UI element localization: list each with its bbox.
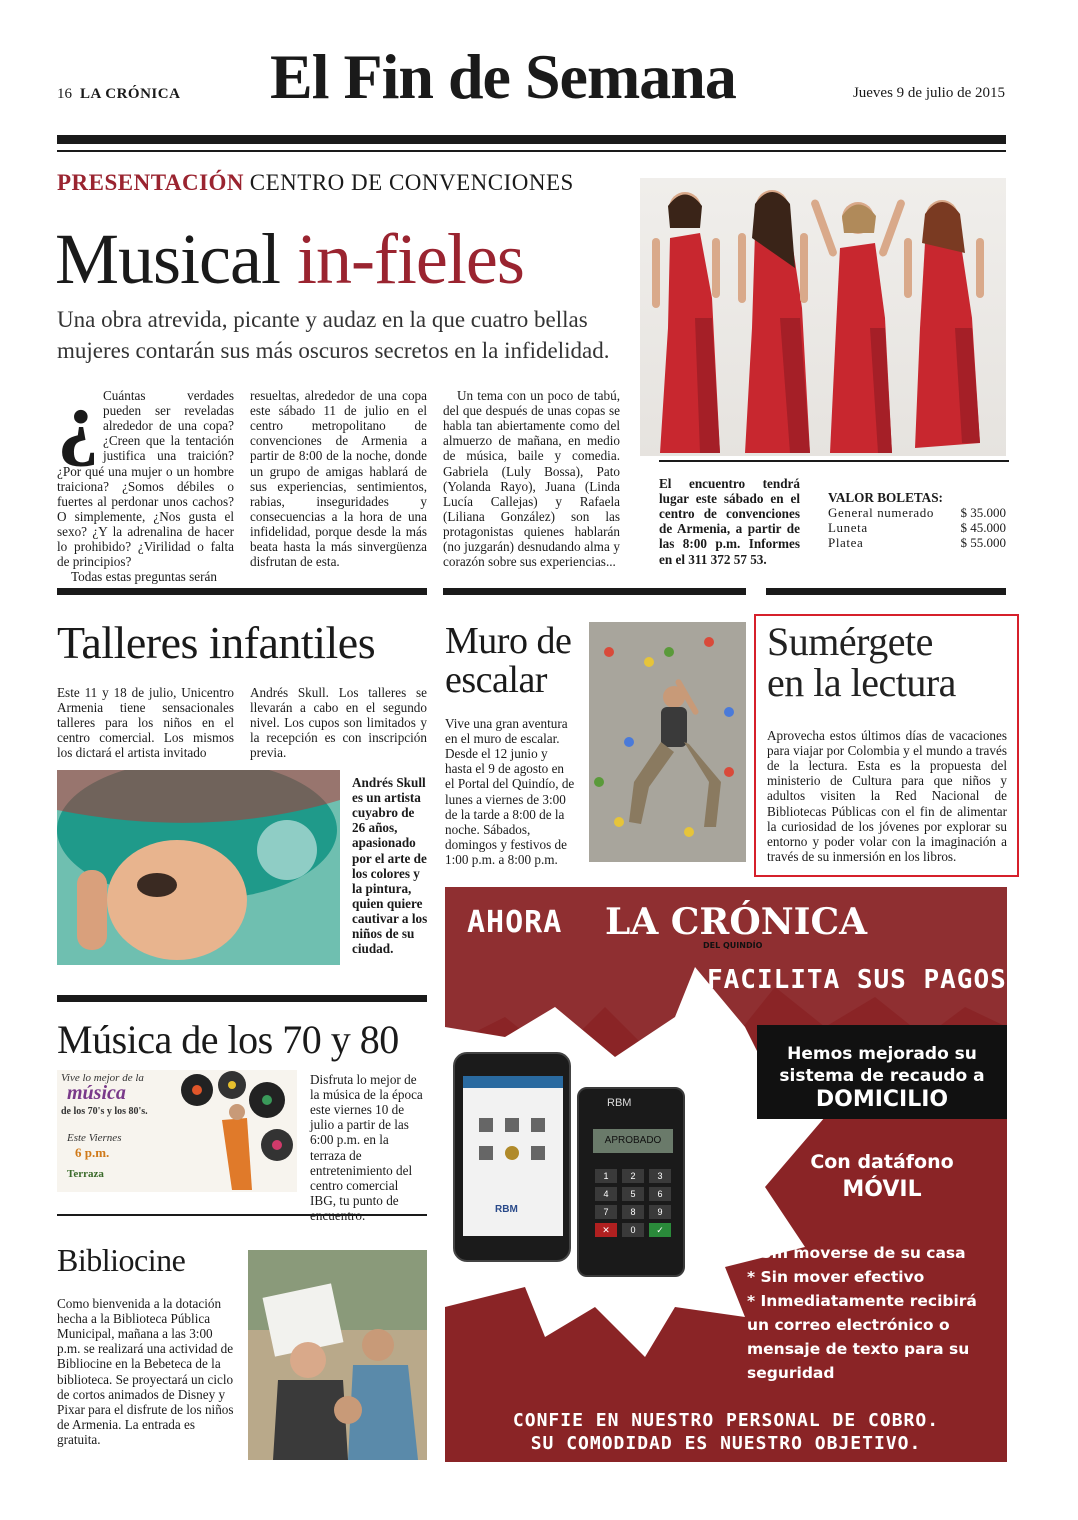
children-reading-illustration bbox=[248, 1250, 427, 1460]
ad-bullet: * Sin mover efectivo bbox=[747, 1268, 925, 1287]
ticket-prices-title: VALOR BOLETAS: bbox=[828, 490, 943, 505]
muro-lead: Vive una gran aventura en el muro de escalar. bbox=[445, 716, 568, 747]
terminal-keypad bbox=[595, 1169, 675, 1237]
screen-icons bbox=[475, 1116, 551, 1186]
lead-photo-caption: El encuentro tendrá lugar este sábado en el centro de convenciones de Armenia, a partir de las 8:00 p.m. Informes en el 311 372 57 53. bbox=[659, 476, 800, 567]
lectura-body: Aprovecha estos últimos días de vacaciones para viajar por Colombia y el mundo a través de la lectura. Esta es la propuesta del ministerio de Cultura para que niños y adultos visiten la Red Nacional de Bibliotecas Públicas con el fin de alimentar la curiosidad de los jóvenes por explorar su entorno y poder volar con la imaginación a través de su inmersión en los libros. bbox=[767, 728, 1007, 864]
ad-bullet: * Inmediatamente recibirá bbox=[747, 1292, 977, 1311]
price-value: $ 35.000 bbox=[960, 505, 1006, 520]
talleres-title: Talleres infantiles bbox=[57, 617, 376, 668]
keypad-key[interactable]: 7 bbox=[595, 1205, 617, 1219]
climber-illustration bbox=[589, 622, 746, 862]
keypad-key[interactable]: 4 bbox=[595, 1187, 617, 1201]
banner-line1: Hemos mejorado su bbox=[787, 1044, 977, 1064]
section-rule bbox=[57, 1214, 427, 1216]
keypad-grid bbox=[595, 1169, 675, 1237]
lead-column-2: resueltas, alrededor de una copa este sábado 11 de julio en el centro metropolitano de convenciones de Armenia a partir de 8:00 de la noche, donde un grupo de amigas hablará de sus experiencias, sentimientos, rabias, inseguridades y consecuencias a la hora de una infidelidad, porque desde la más beata hasta la más sinvergüenza disfrutan de esta. bbox=[250, 388, 427, 570]
ticket-prices bbox=[828, 490, 1008, 551]
price-value: $ 45.000 bbox=[960, 519, 1006, 535]
dropcap: ¿ bbox=[57, 375, 99, 468]
keypad-key-confirm[interactable]: ✓ bbox=[649, 1223, 671, 1237]
lectura-title-line1: Sumérgete bbox=[767, 619, 933, 664]
ad-brand: LA CRÓNICA bbox=[605, 901, 868, 943]
ad-bullets bbox=[747, 1241, 1005, 1385]
ad-footer bbox=[445, 1409, 1007, 1456]
actresses-illustration bbox=[640, 178, 1006, 456]
keypad-key[interactable]: 5 bbox=[622, 1187, 644, 1201]
headline-plain: Musical bbox=[55, 219, 280, 299]
keypad-key[interactable]: 9 bbox=[649, 1205, 671, 1219]
ad-bullet-continuation: un correo electrónico o mensaje de texto para su seguridad bbox=[747, 1316, 970, 1383]
musica-title: Música de los 70 y 80 bbox=[57, 1017, 399, 1062]
ad-footer-line1: CONFIE EN NUESTRO PERSONAL DE COBRO. bbox=[512, 1410, 940, 1431]
ad-datafono bbox=[757, 1149, 1007, 1204]
lead-column-3: Un tema con un poco de tabú, del que después de unas copas se habla tan abiertamente como del almuerzo de mañana, en medio de música, baile y comedia. Gabriela (Luly Bossa), Pato (Yolanda Rayo), Juana (Linda Lucía Callejas) y Rafaela (Liliana González) son las protagonistas quienes hablarán (no juzgarán) desnudando alma y corazón sobre sus experiencias... bbox=[443, 388, 620, 570]
app-icons-grid bbox=[475, 1116, 551, 1186]
andres-skull-photo bbox=[57, 770, 340, 965]
page-number: 16 bbox=[57, 86, 72, 102]
lectura-title-line2: en la lectura bbox=[767, 659, 956, 705]
ad-banner-domicilio bbox=[757, 1025, 1007, 1119]
lectura-title bbox=[767, 619, 956, 705]
terminal-brand: RBM bbox=[607, 1097, 632, 1109]
ad-bullet: * Sin moverse de su casa bbox=[747, 1244, 966, 1262]
lead-column-1 bbox=[57, 375, 234, 585]
screen-logo: RBM bbox=[495, 1204, 518, 1215]
price-row bbox=[828, 506, 1006, 521]
ad-brand-sub: DEL QUINDÍO bbox=[703, 941, 763, 950]
talleres-column-1: Este 11 y 18 de julio, Unicentro Armenia tiene sensacionales talleres para los niños en el centro comercial. Los mismos los dictará el artista invitado bbox=[57, 685, 234, 761]
screen-header bbox=[463, 1076, 563, 1088]
price-label: General numerado bbox=[828, 505, 934, 520]
actresses-photo bbox=[640, 178, 1006, 456]
kicker-bold: PRESENTACIÓN bbox=[57, 170, 245, 195]
ad-facilita: FACILITA SUS PAGOS bbox=[707, 965, 1007, 995]
musica-poster bbox=[57, 1070, 297, 1192]
card-terminal bbox=[577, 1087, 685, 1277]
datafono-line2: MÓVIL bbox=[842, 1176, 922, 1202]
poster-line2: música bbox=[67, 1082, 126, 1104]
section-rule bbox=[443, 588, 746, 595]
keypad-key[interactable]: 3 bbox=[649, 1169, 671, 1183]
muro-title bbox=[445, 622, 571, 700]
bibliocine-photo bbox=[248, 1250, 427, 1460]
talleres-caption: Andrés Skull es un artista cuyabro de 26 años, apasionado por el arte de los colores y la pintura, quien quiere cautivar a los niños de su ciudad. bbox=[352, 775, 428, 957]
muro-text: Desde el 12 junio y hasta el 9 de agosto en el Portal del Quindío, de lunes a viernes de 3:00 de la tarde a 8:00 de la noche. Sábados, domingos y festivos de 1:00 p.m. a 8:00 p.m. bbox=[445, 746, 575, 867]
terminal-screen: APROBADO bbox=[593, 1129, 673, 1153]
painted-mask-illustration bbox=[57, 770, 340, 965]
keypad-key[interactable]: 6 bbox=[649, 1187, 671, 1201]
muro-body bbox=[445, 716, 575, 867]
muro-title-line1: Muro de bbox=[445, 620, 572, 662]
issue-date: Jueves 9 de julio de 2015 bbox=[852, 85, 1005, 101]
newspaper-brand: LA CRÓNICA bbox=[80, 86, 181, 102]
keypad-key-cancel[interactable]: ✕ bbox=[595, 1223, 617, 1237]
ad-ahora: AHORA bbox=[467, 905, 563, 940]
poster-line6: Terraza bbox=[67, 1168, 104, 1180]
section-rule bbox=[57, 588, 427, 595]
talleres-column-2: Andrés Skull. Los talleres se llevarán a cabo en el segundo nivel. Los cupos son limitados y la recepción es con inscripción previa. bbox=[250, 685, 427, 761]
masthead-subrule bbox=[57, 150, 1006, 152]
bibliocine-body: Como bienvenida a la dotación hecha a la Biblioteca Pública Municipal, mañana a las 3:00 p.m. se realizará una actividad de Bibliocine en la Bebeteca de la biblioteca. Se proyectará un ciclo de cortos animados de Disney y Pixar para el disfrute de los niños de Armenia. La entrada es gratuita. bbox=[57, 1296, 234, 1447]
payment-advertisement bbox=[445, 887, 1007, 1462]
banner-line2: sistema de recaudo a bbox=[779, 1066, 985, 1087]
price-value: $ 55.000 bbox=[960, 534, 1006, 550]
poster-line4: Este Viernes bbox=[67, 1132, 122, 1144]
climbing-wall-photo bbox=[589, 622, 746, 862]
banner-line3: DOMICILIO bbox=[815, 1087, 949, 1113]
caption-rule bbox=[659, 460, 1009, 462]
keypad-key[interactable]: 8 bbox=[622, 1205, 644, 1219]
muro-title-line2: escalar bbox=[445, 658, 547, 701]
lead-headline bbox=[55, 218, 524, 301]
lead-col1-text: Cuántas verdades pueden ser reveladas alrededor de una copa? ¿Creen que la tentación justifica una traición? ¿Por qué una mujer o un hombre traiciona? ¿Somos débiles o fuertes al perdonar unos cachos? O simplemente, ¿Nos gusta el sexo? ¿Y la adrenalina de hacer lo prohibido? ¿Virilidad o falta de principios? bbox=[57, 388, 234, 570]
keypad-key[interactable]: 2 bbox=[622, 1169, 644, 1183]
smartphone-screen bbox=[463, 1076, 563, 1236]
musica-body: Disfruta lo mejor de la música de la época este viernes 10 de julio a partir de las 6:00 p.m. en la terraza de entretenimiento del centro comercial IBG, tu punto de bbox=[310, 1072, 423, 1208]
datafono-line1: Con datáfono bbox=[810, 1151, 954, 1173]
poster-line5: 6 p.m. bbox=[75, 1145, 110, 1160]
section-rule bbox=[57, 995, 427, 1002]
price-label: Luneta bbox=[828, 519, 868, 535]
keypad-key[interactable]: 0 bbox=[622, 1223, 644, 1237]
keypad-key[interactable]: 1 bbox=[595, 1169, 617, 1183]
smartphone bbox=[453, 1052, 571, 1262]
lead-deck: Una obra atrevida, picante y audaz en la que cuatro bellas mujeres contarán sus más oscuros secretos en la infidelidad. bbox=[57, 307, 610, 364]
vinyl-records-illustration bbox=[177, 1070, 297, 1192]
poster-line1: Vive lo mejor de la bbox=[61, 1072, 144, 1084]
section-rule bbox=[766, 588, 1006, 595]
price-label: Platea bbox=[828, 534, 864, 550]
section-title: El Fin de Semana bbox=[270, 41, 736, 112]
price-row bbox=[828, 521, 1006, 536]
kicker-rest: CENTRO DE CONVENCIONES bbox=[249, 170, 574, 195]
bibliocine-title: Bibliocine bbox=[57, 1242, 186, 1278]
price-row bbox=[828, 536, 1006, 551]
headline-accent: in-fieles bbox=[296, 219, 524, 299]
masthead-rule bbox=[57, 135, 1006, 144]
lead-col1-last: Todas estas preguntas serán bbox=[71, 569, 217, 585]
poster-line3: de los 70's y los 80's. bbox=[61, 1106, 148, 1117]
ad-footer-line2: SU COMODIDAD ES NUESTRO OBJETIVO. bbox=[530, 1433, 922, 1455]
lead-kicker bbox=[57, 170, 574, 196]
ticket-price-table bbox=[828, 506, 1006, 551]
